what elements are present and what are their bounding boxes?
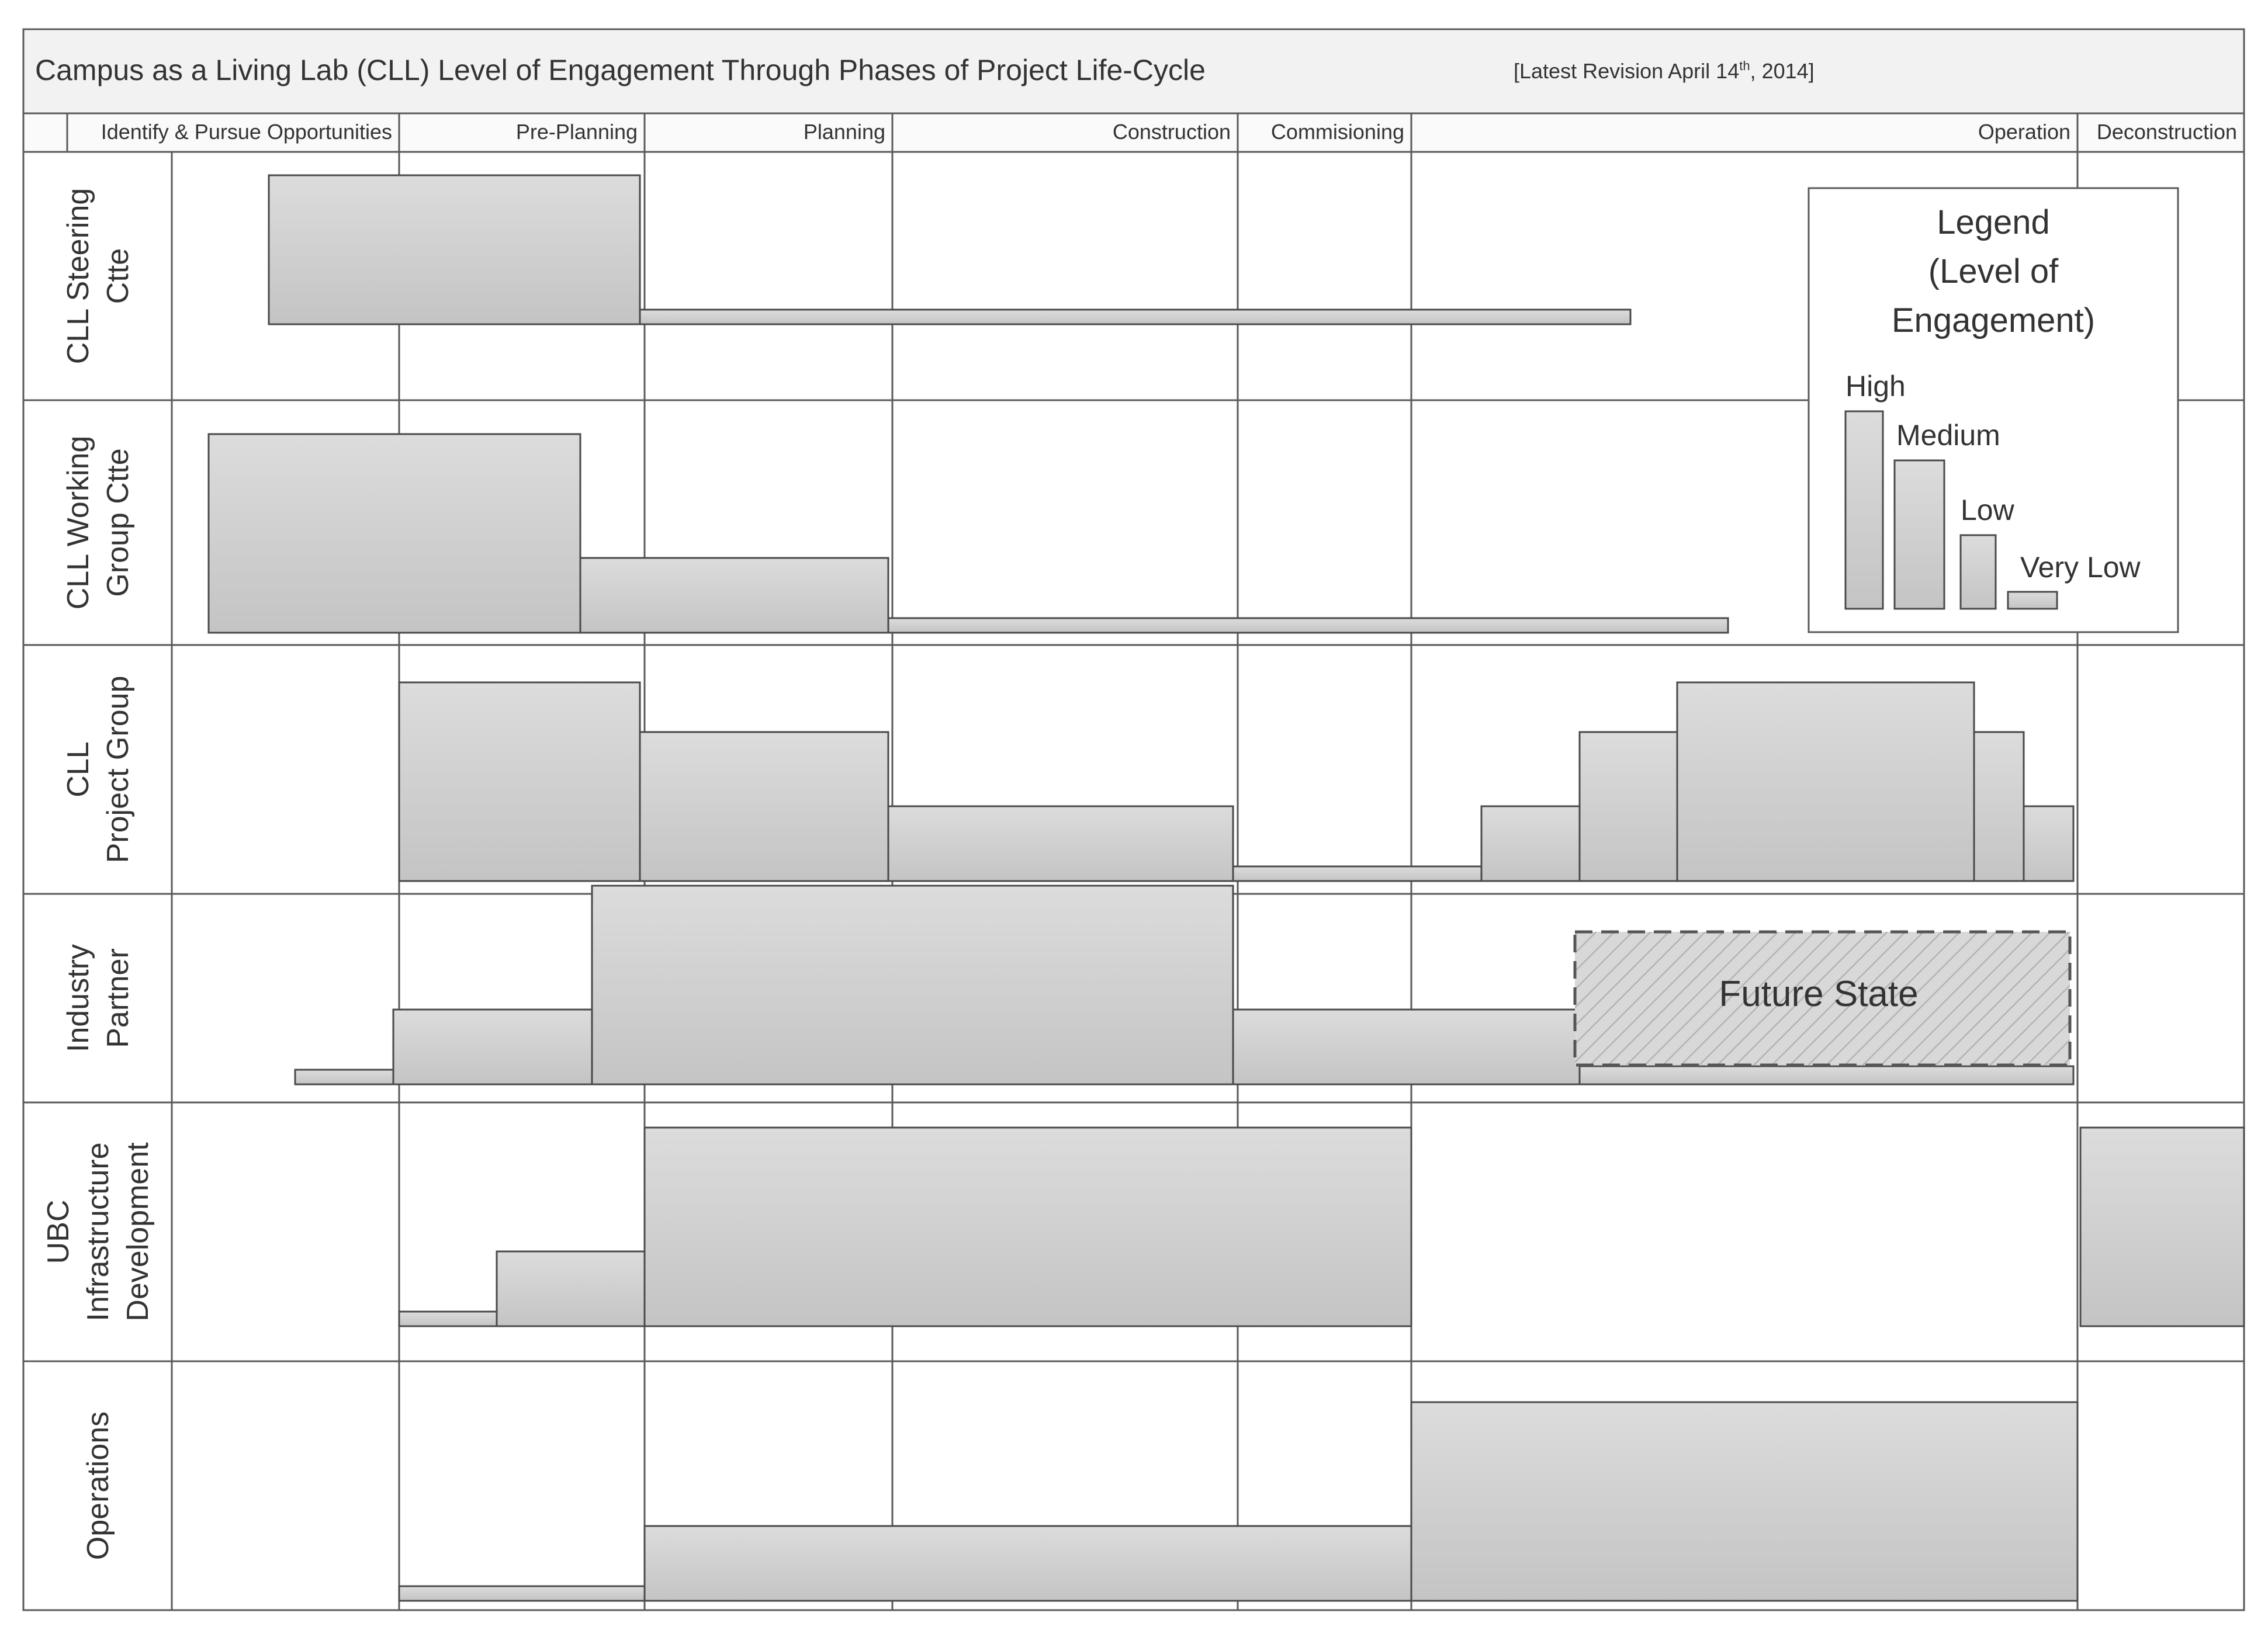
legend-label-very_low: Very Low [2020, 551, 2141, 584]
row-label-line: UBC [41, 1199, 76, 1264]
engagement-bar-ubc-low [497, 1251, 645, 1326]
revision-superscript: th [1739, 58, 1750, 73]
engagement-bar-ubc-very_low [399, 1312, 497, 1326]
legend-label-low: Low [1961, 494, 2014, 526]
row-label-line: CLL [61, 741, 96, 797]
row-label-line: Development [121, 1142, 155, 1322]
engagement-bar-project-high [399, 682, 640, 881]
revision-suffix: , 2014] [1750, 59, 1815, 83]
engagement-bar-project-low [1481, 806, 1580, 881]
row-label-line: Ctte [101, 248, 136, 304]
legend-title-line: Engagement) [1891, 301, 2096, 339]
phase-label-construction: Construction [1112, 120, 1231, 144]
row-label-line: Operations [81, 1411, 116, 1560]
engagement-bar-operations-low [645, 1526, 1411, 1601]
engagement-bar-industry-high [592, 886, 1233, 1084]
engagement-bar-project-medium [640, 732, 888, 881]
engagement-bar-steering-medium [269, 175, 640, 324]
engagement-bar-steering-very_low [640, 310, 1630, 324]
row-label-line: Infrastructure [81, 1142, 116, 1322]
legend-swatch-very_low [2008, 592, 2057, 609]
engagement-bar-industry-low [1233, 1010, 1580, 1084]
phase-label-commissioning: Commisioning [1270, 120, 1404, 144]
phase-label-deconstruction: Deconstruction [2096, 120, 2237, 144]
legend-swatch-high [1845, 411, 1883, 609]
engagement-bar-working-high [209, 434, 580, 633]
phase-label-identify: Identify & Pursue Opportunities [101, 120, 392, 144]
legend-swatch-medium [1895, 460, 1944, 609]
diagram-title: Campus as a Living Lab (CLL) Level of Engagement Through Phases of Project Life-Cycle [35, 54, 1206, 86]
phase-label-planning: Planning [803, 120, 885, 144]
legend-swatch-low [1961, 535, 1996, 609]
engagement-bar-project-medium [1580, 732, 1677, 881]
engagement-bar-operations-very_low [399, 1586, 645, 1601]
row-label-line: Industry [61, 944, 96, 1052]
engagement-bar-project-low [2024, 806, 2073, 881]
engagement-bar-working-very_low [888, 618, 1728, 633]
engagement-bar-ubc-high [2080, 1128, 2244, 1326]
legend-label-high: High [1845, 370, 1906, 403]
row-label-line: Group Ctte [101, 448, 136, 597]
engagement-bar-ubc-high [645, 1128, 1411, 1326]
engagement-bar-project-very_low [1233, 866, 1481, 881]
future-state-box [1575, 932, 2070, 1065]
engagement-bar-project-low [888, 806, 1233, 881]
row-label-line: Project Group [101, 675, 136, 863]
phase-label-operation: Operation [1978, 120, 2070, 144]
legend-label-medium: Medium [1896, 419, 2000, 452]
engagement-bar-working-low [580, 558, 888, 633]
row-label-line: CLL Steering [61, 188, 96, 365]
legend-title-line: Legend [1937, 203, 2050, 241]
legend-title-line: (Level of [1928, 252, 2059, 290]
phase-label-preplanning: Pre-Planning [515, 120, 638, 144]
engagement-bar-industry-very_low [295, 1070, 393, 1084]
engagement-bar-industry-very_low [1580, 1066, 2073, 1084]
row-label-operations [81, 1411, 115, 1560]
engagement-bar-industry-low [393, 1010, 592, 1084]
engagement-bar-project-medium [1974, 732, 2024, 881]
row-label-line: Partner [101, 948, 136, 1048]
revision-prefix: [Latest Revision April 14 [1514, 59, 1740, 83]
revision-note [1514, 58, 1815, 83]
future-state-label: Future State [1719, 974, 1919, 1014]
legend [1809, 188, 2178, 632]
row-label-line: CLL Working [61, 435, 96, 610]
engagement-bar-operations-high [1411, 1402, 2077, 1601]
engagement-bar-project-high [1677, 682, 1974, 881]
